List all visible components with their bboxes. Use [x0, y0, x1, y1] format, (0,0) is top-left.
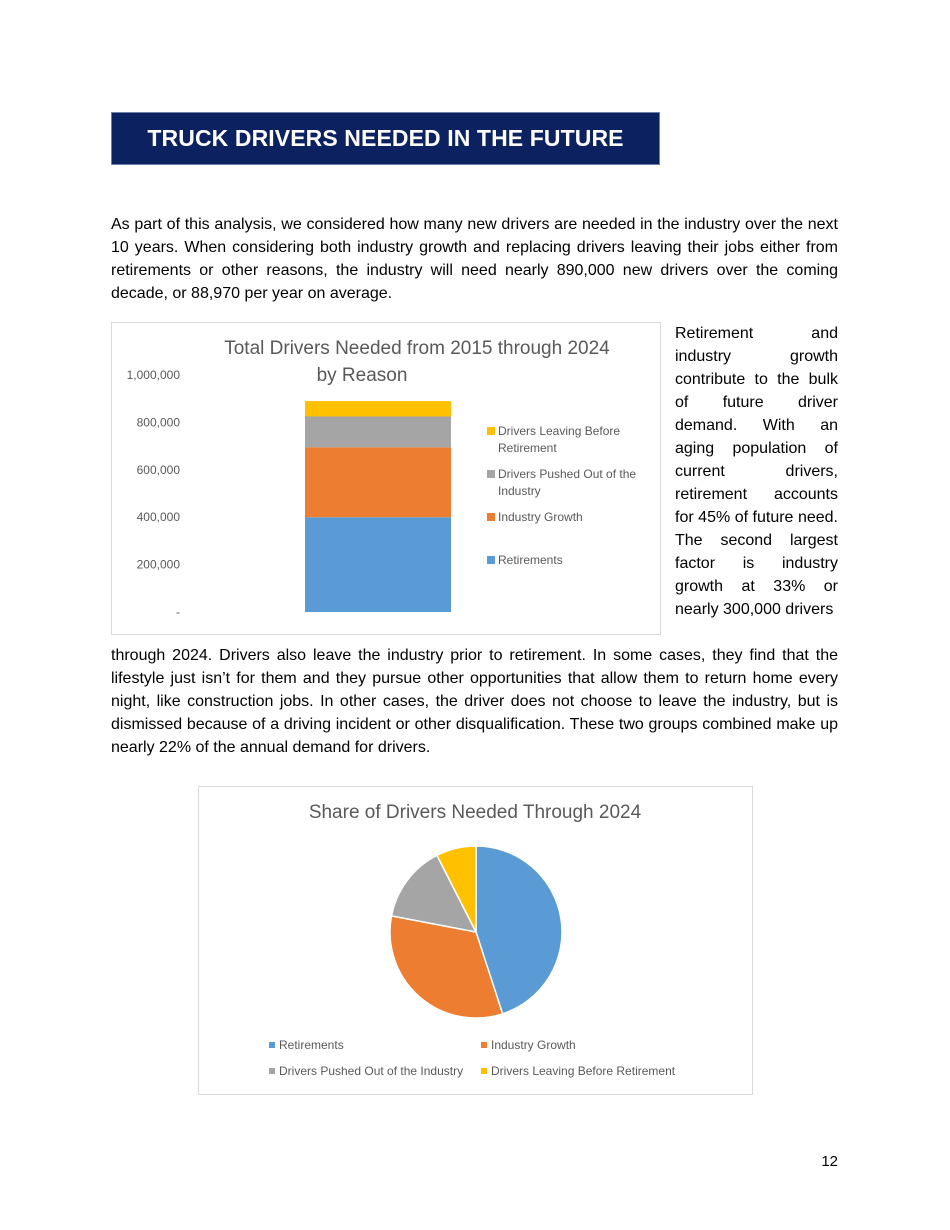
- section-title-banner: [111, 112, 660, 165]
- stacked-bar-chart-svg: [112, 323, 660, 634]
- y-tick-label: 800,000: [136, 415, 180, 430]
- legend-swatch: [481, 1042, 487, 1048]
- pie-chart: [198, 786, 753, 1095]
- legend-label: Retirements: [498, 553, 563, 567]
- legend-swatch: [269, 1068, 275, 1074]
- bar-chart-title-line1: Total Drivers Needed from 2015 through 2024: [224, 338, 610, 359]
- bar-segment-drivers-leaving-before-retirement: [305, 401, 451, 416]
- legend-label: Drivers Leaving Before Retirement: [491, 1064, 676, 1078]
- bar-segment-industry-growth: [305, 447, 451, 517]
- bar-segment-drivers-pushed-out-of-the-industry: [305, 416, 451, 447]
- intro-paragraph: As part of this analysis, we considered how many new drivers are needed in the industry over the next 10 years. When considering both industry growth and replacing drivers leaving their jobs either from retirements or other reasons, the industry will need nearly 890,000 new drivers over the coming decade, or 88,970 per year on average.: [111, 216, 838, 302]
- pie-chart-svg: [199, 787, 752, 1094]
- legend-label: Retirements: [279, 1038, 344, 1052]
- legend-swatch: [269, 1042, 275, 1048]
- bar-segment-retirements: [305, 517, 451, 612]
- continuation-paragraph: through 2024. Drivers also leave the industry prior to retirement. In some cases, they find that the lifestyle just isn’t for them and they pursue other opportunities that allow them to return home every night, like construction jobs. In other cases, the driver does not choose to leave the industry, but is dismissed because of a driving incident or other disqualification. These two groups combined make up nearly 22% of the annual demand for drivers.: [111, 647, 838, 756]
- y-tick-label: 400,000: [136, 510, 180, 525]
- legend-label: Drivers Pushed Out of the: [498, 467, 637, 481]
- section-title: TRUCK DRIVERS NEEDED IN THE FUTURE: [147, 125, 624, 151]
- legend-label: Industry Growth: [498, 510, 583, 524]
- legend-label: Industry: [498, 484, 541, 498]
- legend-swatch: [487, 556, 495, 564]
- legend-label: Retirement: [498, 441, 557, 455]
- legend-swatch: [487, 513, 495, 521]
- y-tick-label: 600,000: [136, 462, 180, 477]
- y-tick-label: 200,000: [136, 557, 180, 572]
- legend-label: Drivers Leaving Before: [498, 424, 621, 438]
- bar-chart-title-line2: by Reason: [316, 365, 408, 386]
- side-paragraph: Retirement and industry growth contribute to the bulk of future driver demand. With an aging population of current drivers, retirement accounts for 45% of future need. The second largest factor is industry growth at 33% or nearly 300,000 drivers: [675, 325, 838, 618]
- stacked-bar-chart: [111, 322, 661, 635]
- legend-swatch: [487, 470, 495, 478]
- legend-label: Drivers Pushed Out of the Industry: [279, 1064, 464, 1078]
- y-tick-label: 1,000,000: [126, 368, 180, 382]
- y-tick-label: -: [176, 605, 180, 619]
- pie-chart-title: Share of Drivers Needed Through 2024: [308, 802, 642, 823]
- legend-swatch: [487, 427, 495, 435]
- legend-label: Industry Growth: [491, 1038, 576, 1052]
- legend-swatch: [481, 1068, 487, 1074]
- page-number: 12: [821, 1153, 838, 1170]
